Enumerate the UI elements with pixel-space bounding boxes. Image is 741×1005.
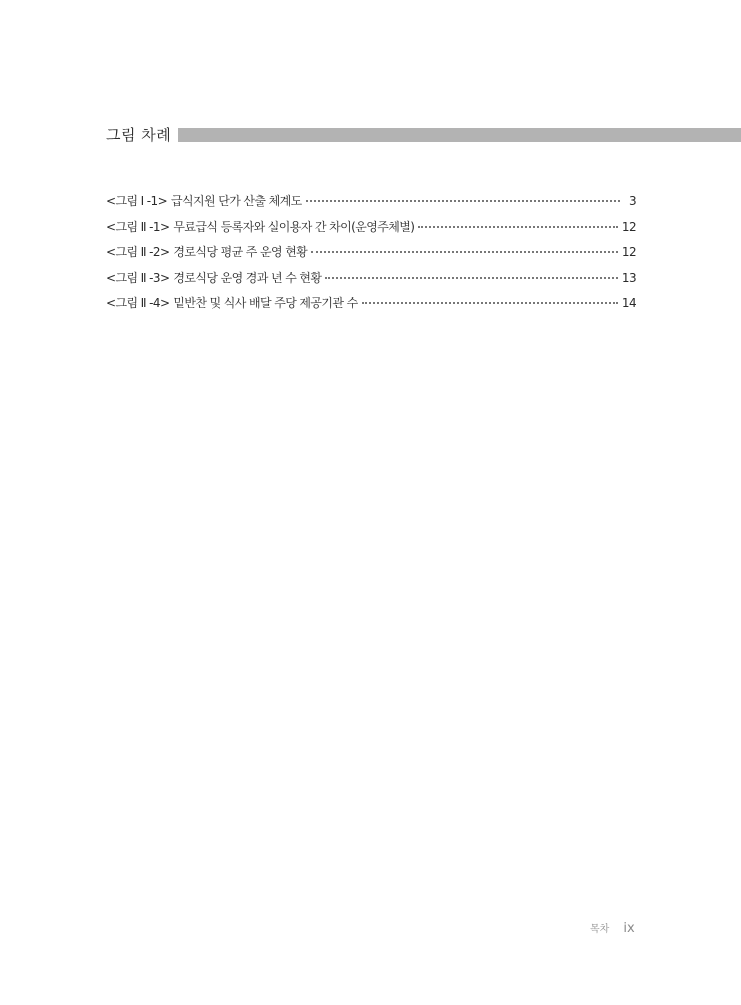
toc-dot-leader [325,276,618,279]
toc-figure-number: <그림 Ⅱ -4> [106,296,170,310]
toc-entry-title: 경로식당 운영 경과 년 수 현황 [173,270,322,285]
page-footer [590,920,635,936]
toc-entry[interactable] [106,269,636,295]
section-title: 그림 차례 [106,126,172,144]
toc-entry[interactable] [106,294,636,320]
toc-page-number: 14 [621,296,636,310]
toc-entry[interactable] [106,192,636,218]
toc-figure-number: <그림 Ⅰ -1> [106,194,168,208]
toc-entry[interactable] [106,243,636,269]
toc-page-number: 13 [621,270,636,285]
toc-dot-leader [306,199,620,202]
toc-dot-leader [311,250,618,253]
toc-dot-leader [418,225,618,228]
toc-figure-number: <그림 Ⅱ -2> [106,245,170,259]
toc-figure-number: <그림 Ⅱ -3> [106,270,170,285]
toc-entry-title: 무료급식 등록자와 실이용자 간 차이(운영주체별) [173,219,415,234]
footer-page-number: ix [623,921,635,936]
toc-entry-title: 경로식당 평균 주 운영 현황 [173,245,308,259]
section-title-bar [178,128,741,142]
toc-page-number: 12 [621,245,636,259]
toc-page-number: 12 [621,219,636,234]
figure-list [106,192,636,320]
toc-figure-number: <그림 Ⅱ -1> [106,219,170,234]
toc-entry[interactable] [106,218,636,244]
toc-entry-title: 급식지원 단가 산출 체계도 [171,194,302,208]
toc-page-number: 3 [628,194,636,208]
footer-section-label: 목차 [590,924,610,935]
section-header [106,124,741,146]
toc-entry-title: 밑반찬 및 식사 배달 주당 제공기관 수 [173,296,358,310]
toc-dot-leader [362,301,618,304]
